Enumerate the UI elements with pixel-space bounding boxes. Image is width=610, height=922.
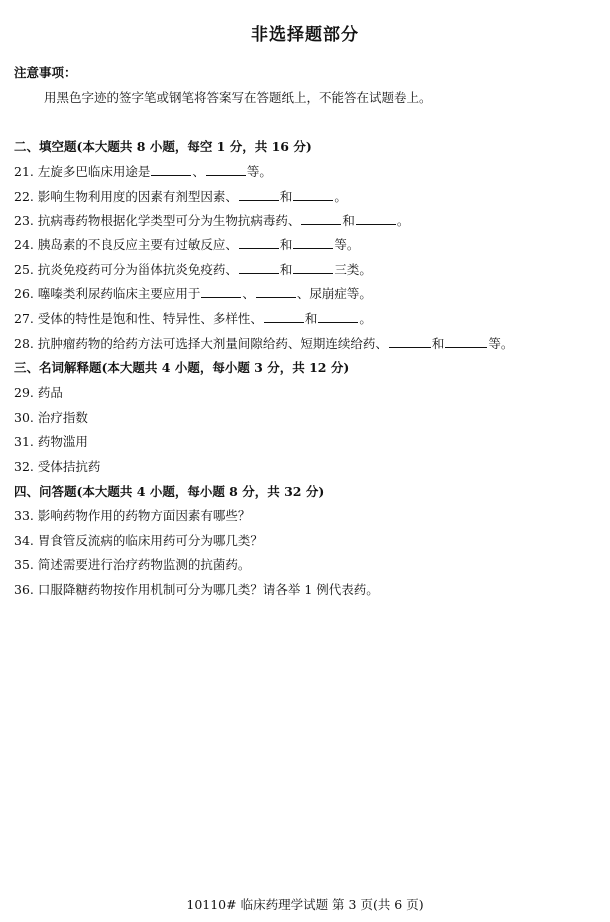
question-text: 22. 影响生物利用度的因素有剂型因素、 — [14, 189, 238, 204]
notice-text: 用黑色字迹的签字笔或钢笔将答案写在答题纸上，不能答在试题卷上。 — [44, 90, 432, 105]
question-30: 30. 治疗指数 — [14, 410, 88, 425]
question-text: 24. 胰岛素的不良反应主要有过敏反应、 — [14, 237, 238, 252]
question-text: 、尿崩症等。 — [296, 286, 372, 301]
answer-blank — [293, 188, 333, 201]
answer-blank — [264, 310, 304, 323]
question-31: 31. 药物滥用 — [14, 434, 88, 449]
answer-blank — [293, 261, 333, 274]
question-29: 29. 药品 — [14, 385, 63, 400]
notice-heading: 注意事项： — [14, 65, 77, 80]
question-24 — [14, 235, 359, 253]
question-25 — [14, 260, 372, 278]
answer-blank — [239, 236, 279, 249]
question-27 — [14, 309, 372, 327]
question-text: 。 — [396, 213, 410, 228]
question-35: 35. 简述需要进行治疗药物监测的抗菌药。 — [14, 557, 251, 572]
question-text: 等。 — [488, 336, 514, 351]
answer-blank — [389, 335, 431, 348]
answer-blank — [301, 212, 341, 225]
question-text: 等。 — [246, 164, 272, 179]
question-32: 32. 受体拮抗药 — [14, 459, 101, 474]
answer-blank — [318, 310, 358, 323]
answer-blank — [256, 285, 296, 298]
question-text: 、 — [192, 164, 205, 179]
question-text: 和 — [342, 213, 355, 228]
question-text: 和 — [279, 189, 293, 204]
page-title: 非选择题部分 — [251, 25, 359, 45]
question-text: 等。 — [334, 237, 360, 252]
question-21 — [14, 162, 272, 180]
answer-blank — [151, 163, 191, 176]
question-text: 23. 抗病毒药物根据化学类型可分为生物抗病毒药、 — [14, 213, 301, 228]
answer-blank — [239, 188, 279, 201]
question-22 — [14, 187, 347, 205]
page-footer: 10110# 临床药理学试题 第 3 页(共 6 页) — [186, 897, 424, 912]
question-text: 21. 左旋多巴临床用途是 — [14, 164, 151, 179]
section-2-heading: 二、填空题(本大题共 8 小题，每空 1 分，共 16 分) — [14, 139, 312, 154]
question-28 — [14, 334, 513, 352]
question-text: 和 — [279, 237, 293, 252]
question-text: 和 — [304, 311, 318, 326]
question-33: 33. 影响药物作用的药物方面因素有哪些？ — [14, 508, 251, 523]
question-36: 36. 口服降糖药物按作用机制可分为哪几类？请各举 1 例代表药。 — [14, 582, 379, 597]
answer-blank — [206, 163, 246, 176]
question-text: 26. 噻嗪类利尿药临床主要应用于 — [14, 286, 201, 301]
question-text: 三类。 — [334, 262, 372, 277]
question-text: 和 — [279, 262, 293, 277]
answer-blank — [239, 261, 279, 274]
section-4-heading: 四、问答题(本大题共 4 小题，每小题 8 分，共 32 分) — [14, 484, 325, 499]
question-text: 、 — [242, 286, 255, 301]
answer-blank — [293, 236, 333, 249]
question-text: 。 — [334, 189, 347, 204]
section-3-heading: 三、名词解释题(本大题共 4 小题，每小题 3 分，共 12 分) — [14, 360, 350, 375]
question-text: 。 — [359, 311, 372, 326]
question-text: 25. 抗炎免疫药可分为甾体抗炎免疫药、 — [14, 262, 238, 277]
question-text: 28. 抗肿瘤药物的给药方法可选择大剂量间隙给药、短期连续给药、 — [14, 336, 388, 351]
answer-blank — [445, 335, 487, 348]
question-text: 和 — [431, 336, 445, 351]
answer-blank — [201, 285, 241, 298]
question-23 — [14, 211, 409, 229]
answer-blank — [356, 212, 396, 225]
question-34: 34. 胃食管反流病的临床用药可分为哪几类？ — [14, 533, 263, 548]
question-text: 27. 受体的特性是饱和性、特异性、多样性、 — [14, 311, 263, 326]
question-26 — [14, 284, 372, 302]
